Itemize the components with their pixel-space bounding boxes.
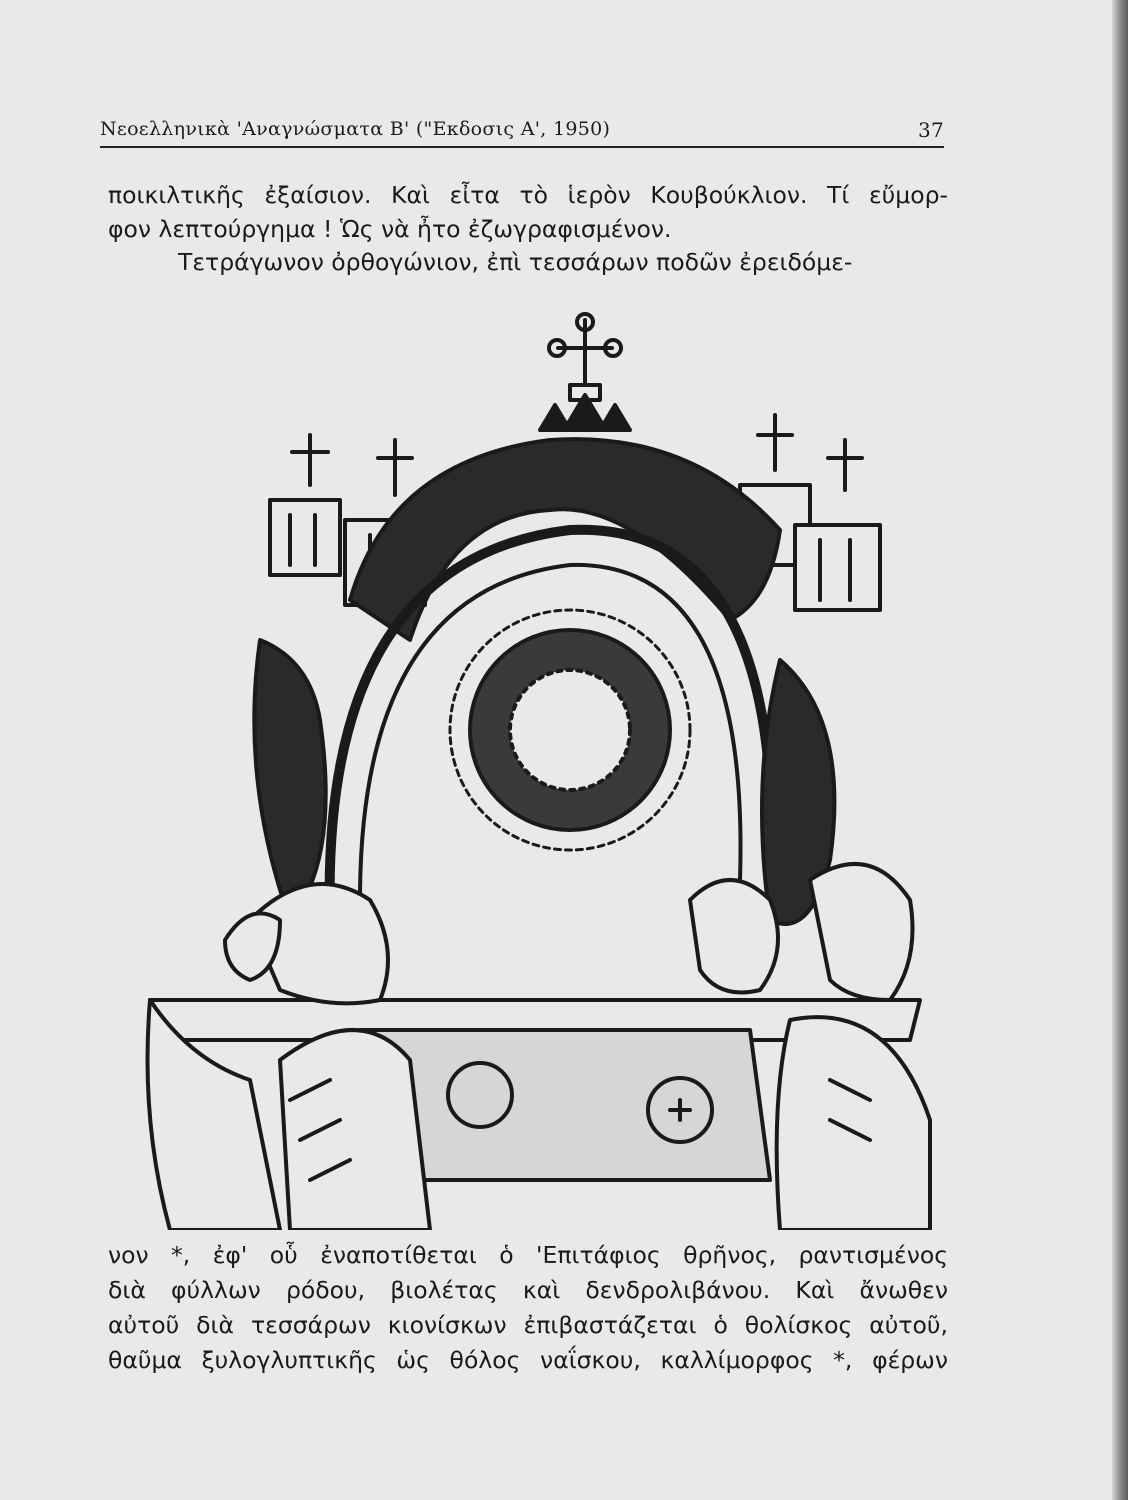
- paragraph-1: [108, 178, 948, 246]
- text-line: ποικιλτικῆς ἐξαίσιον. Καὶ εἶτα τὸ ἱερὸν Κουβούκλιον. Τί εὔμορ-: [108, 181, 948, 209]
- text-line: φον λεπτούργημα ! Ὡς νὰ ἦτο ἐζωγραφισμένον.: [108, 215, 672, 243]
- running-head: [100, 118, 944, 140]
- header-rule: [100, 146, 944, 148]
- text-line: Τετράγωνον ὀρθογώνιον, ἐπὶ τεσσάρων ποδῶν ἐρειδόμε-: [178, 248, 853, 276]
- main-cross-icon: [549, 314, 621, 400]
- running-title: Νεοελληνικὰ 'Αναγνώσματα Β' ("Εκδοσις Α', 1950): [100, 118, 611, 140]
- epitaph-procession-illustration: [130, 300, 950, 1230]
- book-spine-edge: [1112, 0, 1128, 1500]
- text-line: διὰ φύλλων ρόδου, βιολέτας καὶ δενδρολιβάνου. Καὶ ἄνωθεν: [108, 1276, 948, 1304]
- paragraph-3: [108, 1238, 948, 1378]
- text-line: νον *, ἐφ' οὗ ἐναποτίθεται ὁ 'Επιτάφιος θρῆνος, ραντισμένος: [108, 1241, 948, 1269]
- text-line: αὐτοῦ διὰ τεσσάρων κιονίσκων ἐπιβαστάζεται ὁ θολίσκος αὐτοῦ,: [108, 1311, 948, 1339]
- paragraph-2: [108, 245, 948, 279]
- page-number: 37: [917, 118, 944, 142]
- text-line: θαῦμα ξυλογλυπτικῆς ὡς θόλος ναΐσκου, καλλίμορφος *, φέρων: [108, 1346, 948, 1374]
